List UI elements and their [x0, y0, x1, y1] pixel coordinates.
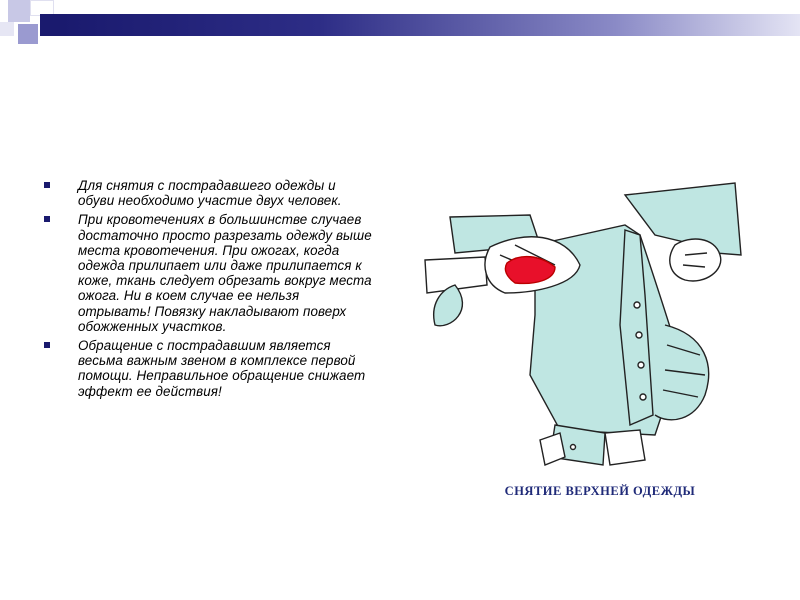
bullet-item	[44, 338, 374, 399]
jacket-removal-illustration	[415, 175, 760, 480]
bullet-item	[44, 178, 374, 208]
bullet-square-icon	[44, 342, 50, 348]
bullet-text: При кровотечениях в большинстве случаев достаточно просто разрезать одежду выше места кровотечения. При ожогах, когда одежда прилипает или даже прилипается к коже, ткань следует обрезать вокруг места ожога. Ни в коем случае ее нельзя отрывать! Повязку накладывают поверх обожженных участков.	[78, 212, 372, 334]
bullet-square-icon	[44, 216, 50, 222]
bullet-text: Для снятия с пострадавшего одежды и обуви необходимо участие двух человек.	[78, 178, 342, 209]
illustration-caption: СНЯТИЕ ВЕРХНЕЙ ОДЕЖДЫ	[504, 484, 696, 498]
bullet-square-icon	[44, 182, 50, 188]
bullet-text: Обращение с пострадавшим является весьма важным звеном в комплексе первой помощи. Неправильное обращение снижает эффект ее действия!	[78, 338, 366, 399]
bullet-item	[44, 212, 374, 334]
bullet-list	[44, 178, 374, 403]
header-gradient-bar	[60, 14, 800, 36]
